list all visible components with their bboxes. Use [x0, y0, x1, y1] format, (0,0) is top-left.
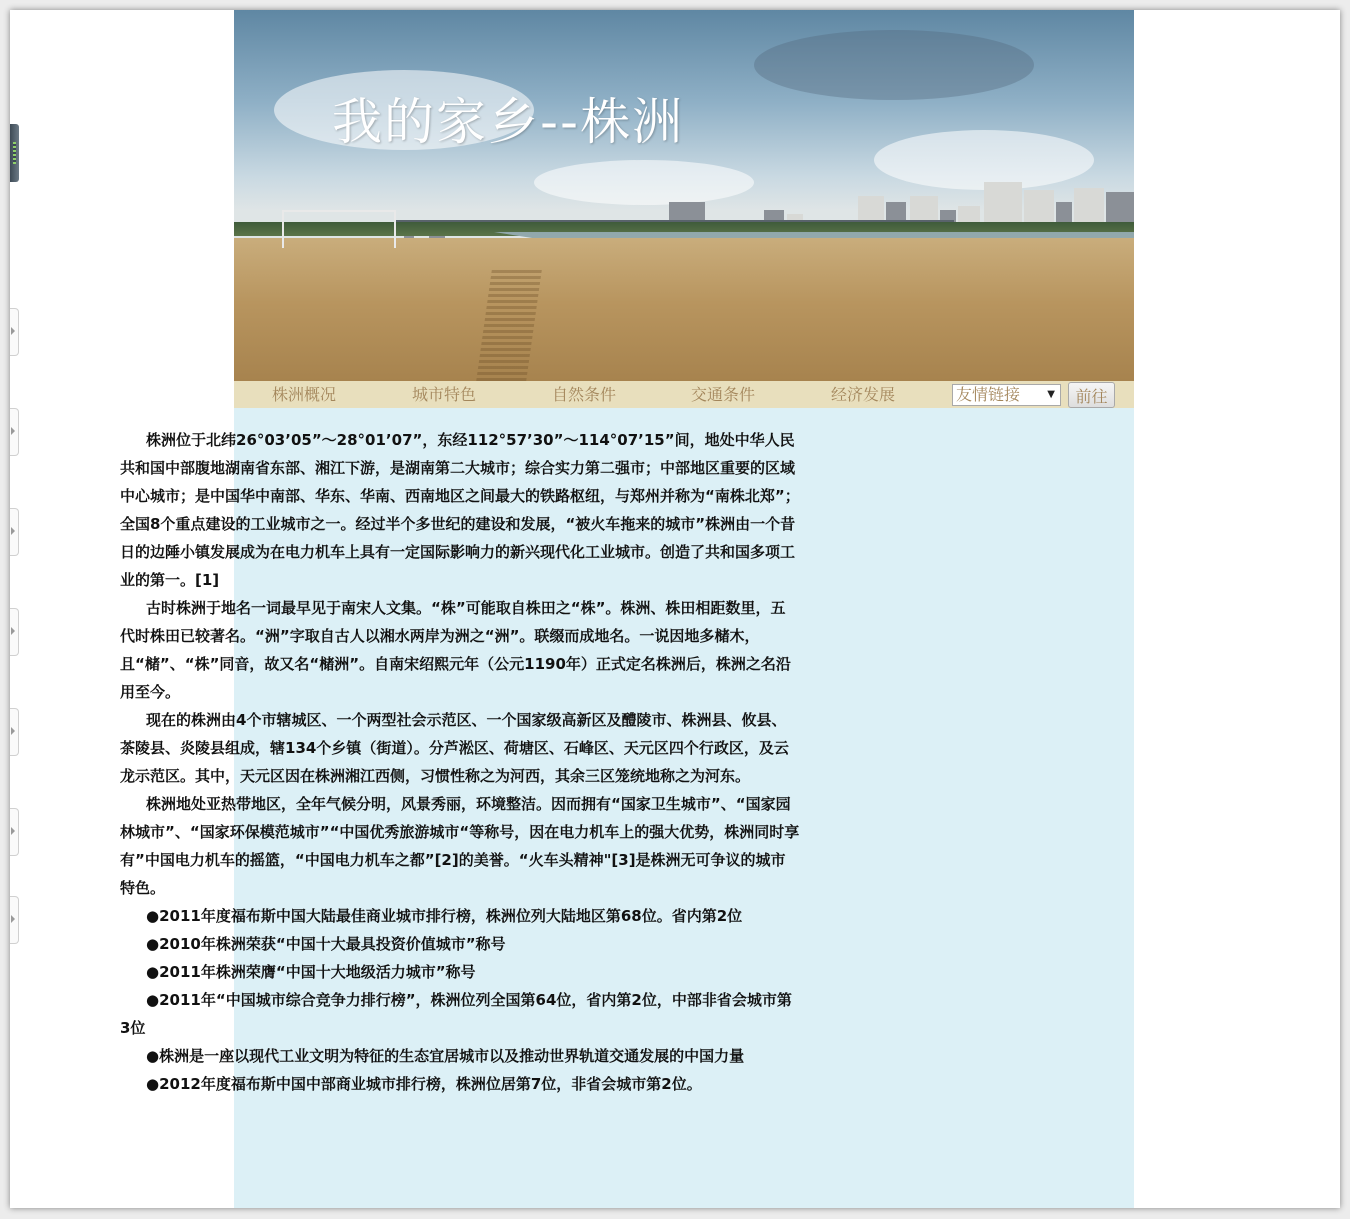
nav-item-overview[interactable]: 株洲概况	[272, 385, 337, 404]
paragraph-climate: 株洲地处亚热带地区，全年气候分明，风景秀丽，环境整洁。因而拥有“国家卫生城市”、“国家园林城市”、“国家环保模范城市”“中国优秀旅游城市“等称号，因在电力机车上的强大优势，株洲同时享有”中国电力机车的摇篮，“中国电力机车之都”[2]的美誉。“火车头精神"[3]是株洲无可争议的城市特色。	[120, 795, 800, 897]
site-title: 我的家乡--株洲	[332, 93, 685, 151]
paragraph-name-origin: 古时株洲于地名一词最早见于南宋人文集。“株”可能取自株田之“株”。株洲、株田相距数里，五代时株田已较著名。“洲”字取自古人以湘水两岸为洲之“洲”。联缀而成地名。一说因地多槠木，且“槠”、“株”同音，故又名“槠洲”。自南宋绍熙元年（公元1190年）正式定名株洲后，株洲之名沿用至今。	[120, 599, 791, 701]
side-tab-arrow-icon[interactable]	[10, 408, 19, 456]
side-tab-arrow-icon[interactable]	[10, 308, 19, 356]
soccer-goal	[282, 210, 396, 248]
list-item: ●株洲是一座以现代工业文明为特征的生态宜居城市以及推动世界轨道交通发展的中国力量	[146, 1047, 745, 1065]
main-navigation	[234, 381, 1134, 408]
friend-links-select[interactable]	[952, 384, 1061, 406]
browser-viewport	[10, 10, 1340, 1208]
nav-item-economy[interactable]: 经济发展	[831, 385, 896, 404]
side-tab-arrow-icon[interactable]	[10, 708, 19, 756]
list-item: ●2011年株洲荣膺“中国十大地级活力城市”称号	[146, 963, 476, 981]
side-tab-arrow-icon[interactable]	[10, 608, 19, 656]
side-tab-arrow-icon[interactable]	[10, 508, 19, 556]
go-button[interactable]: 前往	[1068, 382, 1115, 408]
side-panel-handle[interactable]	[10, 124, 19, 182]
list-item: ●2011年“中国城市综合竞争力排行榜”，株洲位列全国第64位，省内第2位，中部非省会城市第3位	[120, 991, 792, 1037]
dropdown-arrow-icon: ▼	[1047, 389, 1055, 400]
list-item: ●2012年度福布斯中国中部商业城市排行榜，株洲位居第7位，非省会城市第2位。	[146, 1075, 702, 1093]
side-tab-arrow-icon[interactable]	[10, 896, 19, 944]
sand-beach	[234, 238, 1134, 381]
paragraph-location: 株洲位于北纬26°03’05”～28°01’07”，东经112°57’30”～114°07’15”间，地处中华人民共和国中部腹地湖南省东部、湘江下游，是湖南第二大城市；综合实力第二强市；中部地区重要的区域中心城市；是中国华中南部、华东、华南、西南地区之间最大的铁路枢纽，与郑州并称为“南株北郑”；全国8个重点建设的工业城市之一。经过半个多世纪的建设和发展，“被火车拖来的城市”株洲由一个昔日的边陲小镇发展成为在电力机车上具有一定国际影响力的新兴现代化工业城市。创造了共和国多项工业的第一。[1]	[120, 431, 800, 589]
friend-links-select-value: 友情链接	[956, 385, 1021, 404]
list-item: ●2010年株洲荣获“中国十大最具投资价值城市”称号	[146, 935, 506, 953]
list-item: ●2011年度福布斯中国大陆最佳商业城市排行榜，株洲位列大陆地区第68位。省内第2位	[146, 907, 743, 925]
paragraph-districts: 现在的株洲由4个市辖城区、一个两型社会示范区、一个国家级高新区及醴陵市、株洲县、攸县、茶陵县、炎陵县组成，辖134个乡镇（街道）。分芦淞区、荷塘区、石峰区、天元区四个行政区，及云龙示范区。其中，天元区因在株洲湘江西侧，习惯性称之为河西，其余三区笼统地称之为河东。	[120, 711, 789, 785]
nav-item-city-features[interactable]: 城市特色	[412, 385, 477, 404]
nav-item-natural-conditions[interactable]: 自然条件	[552, 385, 617, 404]
nav-item-transport[interactable]: 交通条件	[691, 385, 756, 404]
article-content	[120, 426, 800, 1098]
header-banner-image	[234, 10, 1134, 381]
side-tab-arrow-icon[interactable]	[10, 808, 19, 856]
